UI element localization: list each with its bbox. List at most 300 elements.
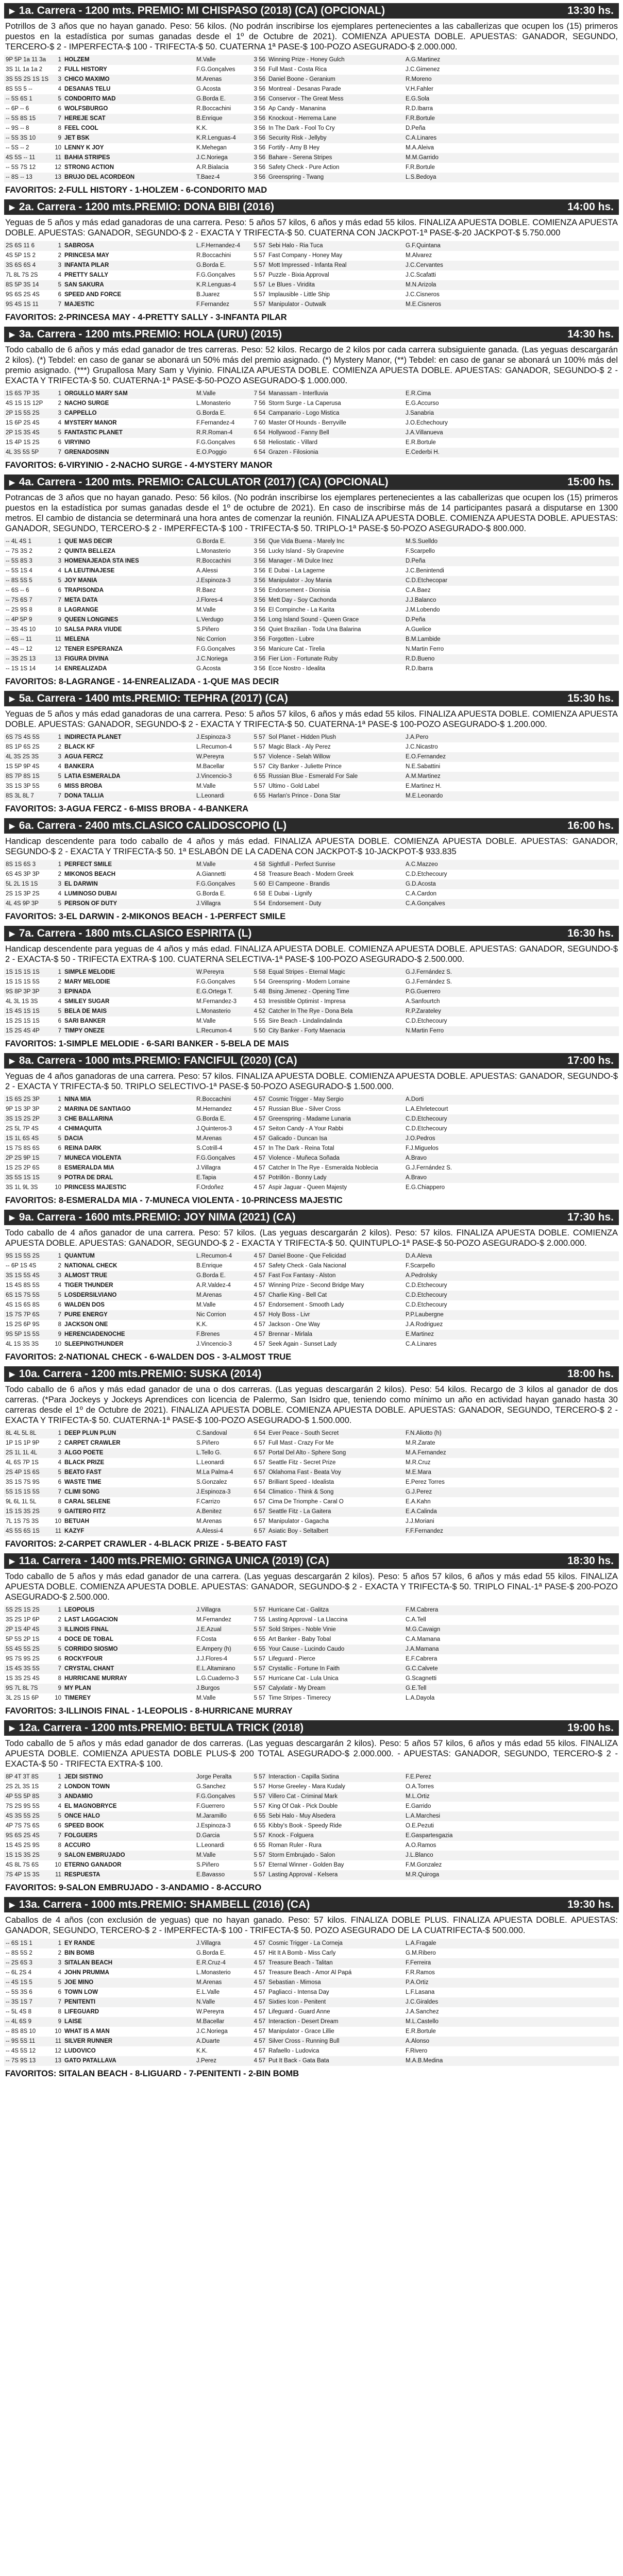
table-row bbox=[4, 1978, 619, 1988]
trainer-name: E.A.Calinda bbox=[404, 1507, 619, 1517]
horse-name: EPINADA bbox=[63, 987, 195, 997]
trainer-name: G.J.Fernández S. bbox=[406, 979, 452, 985]
saddle-number: 10 bbox=[55, 1341, 61, 1347]
recent-form: 4P 5S 5P 8S bbox=[4, 1792, 49, 1802]
horse-name: DEEP PLUN PLUN bbox=[63, 1429, 195, 1438]
saddle-number: 8 bbox=[58, 1842, 61, 1849]
trainer-name: J.J.Balanco bbox=[404, 596, 619, 605]
age-weight: 6 54 bbox=[249, 428, 267, 438]
trainer-name: M.A.Fernandez bbox=[404, 1448, 619, 1458]
table-row bbox=[4, 635, 619, 645]
recent-form: 4S 8L 7S 6S bbox=[6, 1862, 39, 1868]
jockey-name: F.G.Gonçalves bbox=[196, 439, 235, 446]
horse-name: HURRICANE MURRAY bbox=[64, 1675, 127, 1682]
age-weight: 3 56 bbox=[249, 94, 267, 104]
pedigree: Silver Cross - Running Bull bbox=[267, 2037, 404, 2046]
table-row bbox=[4, 899, 619, 909]
age-weight: 6 55 bbox=[249, 1811, 267, 1821]
trainer-name: J.C.Cervantes bbox=[404, 261, 619, 270]
recent-form: 1S 1S 3S 2S bbox=[4, 1507, 49, 1517]
recent-form: 1S 6S 2S 3P bbox=[4, 1095, 49, 1105]
recent-form: 4L 4S 9P 3P bbox=[4, 899, 49, 909]
trainer-name: M.R.Quiroga bbox=[404, 1870, 619, 1880]
pedigree: Jackson - One Way bbox=[268, 1321, 320, 1328]
age-weight: 3 56 bbox=[254, 568, 265, 574]
recent-form: 1S 2S 4S 4P bbox=[4, 1026, 49, 1036]
table-row bbox=[4, 752, 619, 762]
age-weight: 4 57 bbox=[254, 1263, 265, 1269]
saddle-number: 9 bbox=[49, 1507, 63, 1517]
recent-form: 1S 1S 1S 5S bbox=[6, 979, 40, 985]
horse-name: LAGRANGE bbox=[64, 607, 98, 613]
jockey-name: G.Borda E. bbox=[195, 1271, 249, 1281]
trainer-name: A.Dorti bbox=[404, 1095, 619, 1105]
horse-name: SALSA PARA VIUDE bbox=[64, 626, 122, 633]
jockey-name: G.Acosta bbox=[196, 666, 221, 672]
pedigree: Cima De Triomphe - Caral O bbox=[268, 1499, 344, 1505]
horse-name: JOY MANIA bbox=[63, 576, 195, 586]
recent-form: 6S 7S 4S 5S bbox=[4, 733, 49, 742]
age-weight: 4 57 bbox=[249, 1251, 267, 1261]
recent-form: 8P 4T 3T 8S bbox=[4, 1772, 49, 1782]
trainer-name: F.F.Fernandez bbox=[404, 1527, 619, 1536]
saddle-number: 3 bbox=[49, 1114, 63, 1124]
table-row bbox=[4, 173, 619, 182]
trainer-name: C.A.Baez bbox=[406, 587, 431, 594]
recent-form: 6S 4S 3P 3P bbox=[6, 871, 40, 877]
age-weight: 4 57 bbox=[249, 2037, 267, 2046]
saddle-number: 1 bbox=[49, 537, 63, 547]
pedigree: Montreal - Desanas Parade bbox=[268, 86, 341, 92]
saddle-number: 6 bbox=[58, 1479, 61, 1485]
recent-form: -- 3S 2S 13 bbox=[4, 654, 49, 664]
horse-name: ENREALIZADA bbox=[64, 666, 107, 672]
recent-form: -- 5S 8S 3 bbox=[4, 556, 49, 566]
table-row bbox=[4, 762, 619, 772]
trainer-name: M.S.Suelldo bbox=[404, 537, 619, 547]
table-row bbox=[4, 399, 619, 409]
race-section bbox=[4, 1553, 619, 1717]
horse-name: CARPET CRAWLER bbox=[64, 1440, 121, 1446]
pedigree: Heliostatic - Villard bbox=[268, 439, 318, 446]
horse-name: LAST LAGGACION bbox=[64, 1617, 118, 1623]
recent-form: -- 5S 6S 1 bbox=[4, 94, 49, 104]
trainer-name: M.R.Cruz bbox=[406, 1460, 431, 1466]
pedigree: Fast Fox Fantasy - Alston bbox=[267, 1271, 404, 1281]
trainer-name: E.G.Sola bbox=[404, 94, 619, 104]
trainer-name: E.R.Bortule bbox=[406, 439, 436, 446]
recent-form: 8S 1S 6S 3 bbox=[4, 860, 49, 870]
recent-form: -- 2S 6S 3 bbox=[4, 1958, 49, 1968]
age-weight: 4 57 bbox=[249, 1134, 267, 1144]
trainer-name: J.L.Blanco bbox=[404, 1851, 619, 1860]
jockey-name: J.C.Noriega bbox=[195, 153, 249, 163]
horse-name: META DATA bbox=[63, 596, 195, 605]
recent-form: 4L 3S 2S 3S bbox=[4, 752, 49, 762]
recent-form: 3S 6S 6S 4 bbox=[4, 261, 49, 270]
horse-name: LUDOVICO bbox=[64, 2048, 96, 2054]
jockey-name: J.C.Noriega bbox=[195, 654, 249, 664]
pedigree: Endorsement - Dionisia bbox=[268, 587, 330, 594]
saddle-number: 6 bbox=[58, 1302, 61, 1308]
pedigree: Winning Prize - Second Bridge Mary bbox=[268, 1282, 364, 1289]
trainer-name: L.S.Bedoya bbox=[404, 173, 619, 182]
trainer-name: F.Scarpello bbox=[406, 548, 435, 554]
jockey-name: S.Gonzalez bbox=[196, 1479, 227, 1485]
race-title: 10a. Carrera - 1200 mts.PREMIO: SUSKA (2014) bbox=[19, 1368, 262, 1380]
pedigree: Roman Ruler - Rura bbox=[268, 1842, 322, 1849]
pedigree: Seattle Fitz - Secret Prize bbox=[268, 1460, 336, 1466]
pedigree: King Of Oak - Pick Double bbox=[268, 1803, 338, 1809]
saddle-number: 10 bbox=[55, 1518, 61, 1524]
jockey-name: G.Borda E. bbox=[195, 409, 249, 418]
recent-form: -- 8S 5S 5 bbox=[4, 576, 49, 586]
race-section bbox=[4, 691, 619, 815]
jockey-name: L.Recumon-4 bbox=[195, 1251, 249, 1261]
age-weight: 7 56 bbox=[254, 400, 265, 406]
horse-name: JET BSK bbox=[63, 133, 195, 143]
horse-name: WASTE TIME bbox=[64, 1479, 102, 1485]
horse-name: LEOPOLIS bbox=[63, 1605, 195, 1615]
trainer-name: N.E.Sabattini bbox=[406, 764, 441, 770]
horse-name: LENNY K JOY bbox=[64, 145, 104, 151]
table-row bbox=[4, 870, 619, 879]
horse-name: ANDAMIO bbox=[63, 1792, 195, 1802]
pedigree: Greenspring - Modern Lorraine bbox=[268, 979, 350, 985]
recent-form: 9S 7S 9S 2S bbox=[6, 1656, 40, 1662]
table-row bbox=[4, 605, 619, 615]
trainer-name: A.Guelice bbox=[406, 626, 431, 633]
pedigree: Implausible - Little Ship bbox=[268, 292, 330, 298]
table-row bbox=[4, 1300, 619, 1310]
recent-form: 7L 8L 7S 2S bbox=[6, 272, 38, 278]
race-time: 17:30 hs. bbox=[567, 1211, 614, 1223]
trainer-name: J.A.Villanueva bbox=[404, 428, 619, 438]
jockey-name: F.G.Gonçalves bbox=[195, 1792, 249, 1802]
table-row bbox=[4, 1811, 619, 1821]
jockey-name: M.Valle bbox=[195, 389, 249, 399]
recent-form: 4S 5P 1S 2 bbox=[6, 252, 36, 259]
table-row bbox=[4, 75, 619, 84]
table-row bbox=[4, 968, 619, 977]
race-conditions: Todo caballo de 4 años ganador de una carrera. Peso: 57 kilos. (Las yeguas descargarán 2 kilos). Peso: 57 kilos. FINALIZA APUESTA DOBLE. COMIENZA APUESTA DOBLE. APUESTAS: GANADOR, SEGUNDO-$ 2 - EXACTA Y TRIFECTA-$ 50. QUINTUPLO-1ª PASE-$ 50-POZO ASEGURADO-$ 2.000.000. bbox=[5, 1228, 618, 1248]
entries-table bbox=[4, 1251, 619, 1349]
table-row bbox=[4, 2056, 619, 2066]
jockey-name: A.Alessi-4 bbox=[195, 1527, 249, 1536]
trainer-name: L.A.Dayola bbox=[406, 1695, 435, 1701]
saddle-number: 3 bbox=[49, 409, 63, 418]
trainer-name: E.Cederbi H. bbox=[404, 448, 619, 457]
jockey-name: M.Hernandez bbox=[196, 1106, 232, 1112]
saddle-number: 9 bbox=[49, 1330, 63, 1340]
recent-form: 4S 5S -- 11 bbox=[4, 153, 49, 163]
horse-name: FANTASTIC PLANET bbox=[63, 428, 195, 438]
race-header bbox=[4, 199, 619, 215]
table-row bbox=[4, 1487, 619, 1497]
pedigree: Your Cause - Lucindo Caudo bbox=[267, 1645, 404, 1654]
trainer-name: A.C.Mazzeo bbox=[404, 860, 619, 870]
favorites-line: FAVORITOS: 1-SIMPLE MELODIE - 6-SARI BANKER - 5-BELA DE MAIS bbox=[5, 1039, 289, 1048]
horse-name: BLACK PRIZE bbox=[64, 1460, 105, 1466]
recent-form: 3S 1S 3P 5S bbox=[6, 783, 40, 789]
recent-form: 4L 1S 3S 3S bbox=[6, 1341, 39, 1347]
recent-form: 3S 2S 1P 6P bbox=[6, 1617, 40, 1623]
age-weight: 5 57 bbox=[249, 1870, 267, 1880]
table-row bbox=[4, 977, 619, 987]
recent-form: 5P 5S 2P 1S bbox=[6, 1636, 40, 1642]
horse-name: BELA DE MAIS bbox=[63, 1007, 195, 1016]
jockey-name: J.Villagra bbox=[195, 1605, 249, 1615]
table-row bbox=[4, 84, 619, 94]
pedigree: Mott Impressed - Infanta Real bbox=[267, 261, 404, 270]
trainer-name: E.R.Bortule bbox=[406, 2028, 436, 2035]
age-weight: 5 57 bbox=[254, 1784, 265, 1790]
triangle-icon: ▶ bbox=[9, 203, 15, 211]
recent-form: -- 5S 3S 10 bbox=[4, 133, 49, 143]
jockey-name: G.Borda E. bbox=[195, 1114, 249, 1124]
saddle-number: 9 bbox=[49, 615, 63, 625]
recent-form: 1S 4S 8S 5S bbox=[6, 1282, 40, 1289]
saddle-number: 5 bbox=[49, 772, 63, 782]
age-weight: 3 56 bbox=[249, 153, 267, 163]
saddle-number: 4 bbox=[58, 1460, 61, 1466]
recent-form: 1S 5P 9P 4S bbox=[6, 764, 40, 770]
age-weight: 4 57 bbox=[249, 1958, 267, 1968]
trainer-name: P.P.Laubergne bbox=[404, 1310, 619, 1320]
horse-name: AGUA FERCZ bbox=[63, 752, 195, 762]
horse-name: CHE BALLARINA bbox=[63, 1114, 195, 1124]
table-row bbox=[4, 241, 619, 251]
jockey-name: K.Mehegan bbox=[196, 145, 227, 151]
trainer-name: L.A.Marchesi bbox=[404, 1811, 619, 1821]
horse-name: JOHN PRUMMA bbox=[64, 1970, 109, 1976]
recent-form: 4P 7S 7S 6S bbox=[6, 1823, 40, 1829]
pedigree: Manipulator - Grace Lillie bbox=[268, 2028, 334, 2035]
saddle-number: 2 bbox=[58, 66, 61, 73]
race-section bbox=[4, 926, 619, 1049]
recent-form: 9S 6S 2S 4S bbox=[4, 1831, 49, 1841]
table-row bbox=[4, 1841, 619, 1851]
age-weight: 4 57 bbox=[254, 1341, 265, 1347]
age-weight: 4 57 bbox=[249, 2056, 267, 2066]
jockey-name: J.Burgos bbox=[195, 1684, 249, 1693]
saddle-number: 1 bbox=[49, 733, 63, 742]
recent-form: 1P 1S 1P 9P bbox=[6, 1440, 40, 1446]
trainer-name: G.M.Ribero bbox=[406, 1950, 436, 1956]
pedigree: Full Mast - Costa Rica bbox=[268, 66, 327, 73]
horse-name: CRYSTAL CHANT bbox=[63, 1664, 195, 1674]
age-weight: 4 57 bbox=[254, 1970, 265, 1976]
jockey-name: W.Pereyra bbox=[195, 968, 249, 977]
pedigree: Fast Company - Honey May bbox=[268, 252, 343, 259]
recent-form: 1S 4S 2S 9S bbox=[6, 1842, 40, 1849]
horse-name: SPEED BOOK bbox=[64, 1823, 104, 1829]
saddle-number: 2 bbox=[58, 1440, 61, 1446]
saddle-number: 7 bbox=[49, 1026, 63, 1036]
age-weight: 5 57 bbox=[249, 1605, 267, 1615]
entries-table bbox=[4, 537, 619, 674]
saddle-number: 3 bbox=[49, 1958, 63, 1968]
horse-name: EL MAGNOBRYCE bbox=[64, 1803, 117, 1809]
jockey-name: F.Guerrero bbox=[196, 1803, 225, 1809]
saddle-number: 3 bbox=[49, 1271, 63, 1281]
pedigree: Manipulator - Joy Mania bbox=[267, 576, 404, 586]
jockey-name: F.G.Gonçalves bbox=[195, 1154, 249, 1163]
horse-name: REINA DARK bbox=[64, 1145, 102, 1151]
age-weight: 6 57 bbox=[249, 1448, 267, 1458]
table-row bbox=[4, 2027, 619, 2037]
recent-form: 2S 5L 7P 4S bbox=[6, 1126, 39, 1132]
recent-form: 1S 1L 6S 4S bbox=[4, 1134, 49, 1144]
age-weight: 5 57 bbox=[249, 1684, 267, 1693]
table-row bbox=[4, 1448, 619, 1458]
table-row bbox=[4, 2046, 619, 2056]
jockey-name: G.Borda E. bbox=[195, 537, 249, 547]
horse-name: LIFEGUARD bbox=[64, 2009, 99, 2015]
age-weight: 5 54 bbox=[254, 979, 265, 985]
age-weight: 3 56 bbox=[254, 86, 265, 92]
horse-name: ROCKYFOUR bbox=[64, 1656, 103, 1662]
horse-name: WALDEN DOS bbox=[64, 1302, 105, 1308]
trainer-name: D.A.Aleva bbox=[404, 1251, 619, 1261]
pedigree: Seek Again - Sunset Lady bbox=[268, 1341, 337, 1347]
horse-name: LONDON TOWN bbox=[64, 1784, 110, 1790]
saddle-number: 4 bbox=[58, 998, 61, 1005]
recent-form: 3S 1L 1a 1a 2 bbox=[6, 66, 43, 73]
pedigree: Manicure Cat - Tirelia bbox=[268, 646, 325, 652]
entries-table bbox=[4, 241, 619, 310]
jockey-name: G.Borda E. bbox=[195, 94, 249, 104]
horse-name: SLEEPINGTHUNDER bbox=[64, 1341, 124, 1347]
triangle-icon: ▶ bbox=[9, 1901, 15, 1909]
table-row bbox=[4, 2017, 619, 2027]
pedigree: City Banker - Juliette Prince bbox=[268, 764, 342, 770]
pedigree: Sebi Halo - Muy Alsedera bbox=[267, 1811, 404, 1821]
triangle-icon: ▶ bbox=[9, 1057, 15, 1065]
jockey-name: J.Perez bbox=[195, 2056, 249, 2066]
age-weight: 3 56 bbox=[249, 537, 267, 547]
trainer-name: C.A.Tell bbox=[406, 1617, 426, 1623]
age-weight: 6 55 bbox=[249, 772, 267, 782]
recent-form: 9L 6L 1L 5L bbox=[6, 1499, 37, 1505]
trainer-name: E.Gaspartesgazia bbox=[404, 1831, 619, 1841]
age-weight: 7 54 bbox=[249, 389, 267, 399]
age-weight: 6 55 bbox=[254, 1636, 265, 1642]
jockey-name: M.Valle bbox=[196, 1695, 216, 1701]
age-weight: 7 55 bbox=[254, 1617, 265, 1623]
trainer-name: F.E.Perez bbox=[404, 1772, 619, 1782]
saddle-number: 10 bbox=[55, 2028, 61, 2035]
table-row bbox=[4, 1860, 619, 1870]
trainer-name: J.A.Rodriguez bbox=[406, 1321, 443, 1328]
pedigree: Storm Surge - La Caperusa bbox=[268, 400, 341, 406]
jockey-name: M.Valle bbox=[195, 55, 249, 65]
recent-form: 3S 5S 2S 1S 1S bbox=[4, 75, 49, 84]
horse-name: PURE ENERGY bbox=[63, 1310, 195, 1320]
trainer-name: A.Bravo bbox=[404, 1154, 619, 1163]
table-row bbox=[4, 1948, 619, 1958]
horse-name: BAHIA STRIPES bbox=[63, 153, 195, 163]
horse-name: HOMENAJEADA STA INES bbox=[63, 556, 195, 566]
horse-name: KAZYF bbox=[63, 1527, 195, 1536]
saddle-number: 6 bbox=[58, 1018, 61, 1024]
pedigree: Hit It A Bomb - Miss Carly bbox=[268, 1950, 336, 1956]
table-row bbox=[4, 300, 619, 310]
jockey-name: F.Costa bbox=[196, 1636, 216, 1642]
recent-form: -- 1S 1S 14 bbox=[6, 666, 36, 672]
jockey-name: K.K. bbox=[196, 125, 208, 131]
jockey-name: W.Pereyra bbox=[195, 752, 249, 762]
age-weight: 6 57 bbox=[254, 1499, 265, 1505]
horse-name: ALGO POETE bbox=[63, 1448, 195, 1458]
saddle-number: 3 bbox=[49, 752, 63, 762]
trainer-name: A.Bravo bbox=[404, 1173, 619, 1183]
recent-form: 1S 4S 3S 5S bbox=[4, 1664, 49, 1674]
saddle-number: 6 bbox=[58, 292, 61, 298]
trainer-name: G.C.Calvete bbox=[404, 1664, 619, 1674]
jockey-name: R.R.Roman-4 bbox=[195, 428, 249, 438]
recent-form: 4S 1S 1S 12P bbox=[6, 400, 43, 406]
horse-name: TIMPY ONEZE bbox=[63, 1026, 195, 1036]
horse-name: MARINA DE SANTIAGO bbox=[64, 1106, 131, 1112]
age-weight: 5 57 bbox=[249, 300, 267, 310]
horse-name: LA LEUTINAJESE bbox=[64, 568, 115, 574]
table-row bbox=[4, 1615, 619, 1625]
pedigree: Brennar - Mirlala bbox=[267, 1330, 404, 1340]
saddle-number: 5 bbox=[49, 1811, 63, 1821]
horse-name: DESANAS TELU bbox=[64, 86, 111, 92]
age-weight: 6 55 bbox=[254, 1842, 265, 1849]
pedigree: Safety Check - Pure Action bbox=[268, 164, 340, 171]
jockey-name: G.Borda E. bbox=[196, 1950, 226, 1956]
table-row bbox=[4, 879, 619, 889]
table-row bbox=[4, 1478, 619, 1487]
jockey-name: N.Valle bbox=[195, 1997, 249, 2007]
horse-name: FEEL COOL bbox=[64, 125, 98, 131]
saddle-number: 4 bbox=[58, 420, 61, 426]
saddle-number: 6 bbox=[58, 1145, 61, 1151]
recent-form: 7S 4P 1S 3S bbox=[4, 1870, 49, 1880]
table-row bbox=[4, 1340, 619, 1349]
jockey-name: M.Arenas bbox=[195, 1978, 249, 1988]
saddle-number: 6 bbox=[58, 1989, 61, 1995]
age-weight: 5 57 bbox=[254, 1675, 265, 1682]
race-header bbox=[4, 1720, 619, 1736]
jockey-name: M.Valle bbox=[195, 860, 249, 870]
jockey-name: F.G.Gonçalves bbox=[195, 879, 249, 889]
table-row bbox=[4, 1310, 619, 1320]
jockey-name: Nic Corrion bbox=[195, 635, 249, 645]
race-section bbox=[4, 327, 619, 471]
trainer-name: M.N.Arizola bbox=[404, 280, 619, 290]
pedigree: Manager - Mi Dulce Inez bbox=[267, 556, 404, 566]
recent-form: 1S 7S 7P 6S bbox=[4, 1310, 49, 1320]
race-header bbox=[4, 1366, 619, 1382]
entries-table bbox=[4, 1095, 619, 1193]
pedigree: Knockout - Herrema Lane bbox=[267, 114, 404, 124]
table-row bbox=[4, 547, 619, 556]
pedigree: Winning Prize - Honey Gulch bbox=[267, 55, 404, 65]
trainer-name: C.D.Etchecoury bbox=[406, 1126, 447, 1132]
pedigree: Aspir Jaguar - Queen Majesty bbox=[268, 1184, 347, 1191]
jockey-name: F.Carrizo bbox=[196, 1499, 221, 1505]
horse-name: GRENADOSINN bbox=[63, 448, 195, 457]
table-row bbox=[4, 1831, 619, 1841]
trainer-name: G.F.Quintana bbox=[404, 241, 619, 251]
age-weight: 5 57 bbox=[249, 1772, 267, 1782]
saddle-number: 11 bbox=[49, 1527, 63, 1536]
horse-name: SARI BANKER bbox=[64, 1018, 106, 1024]
